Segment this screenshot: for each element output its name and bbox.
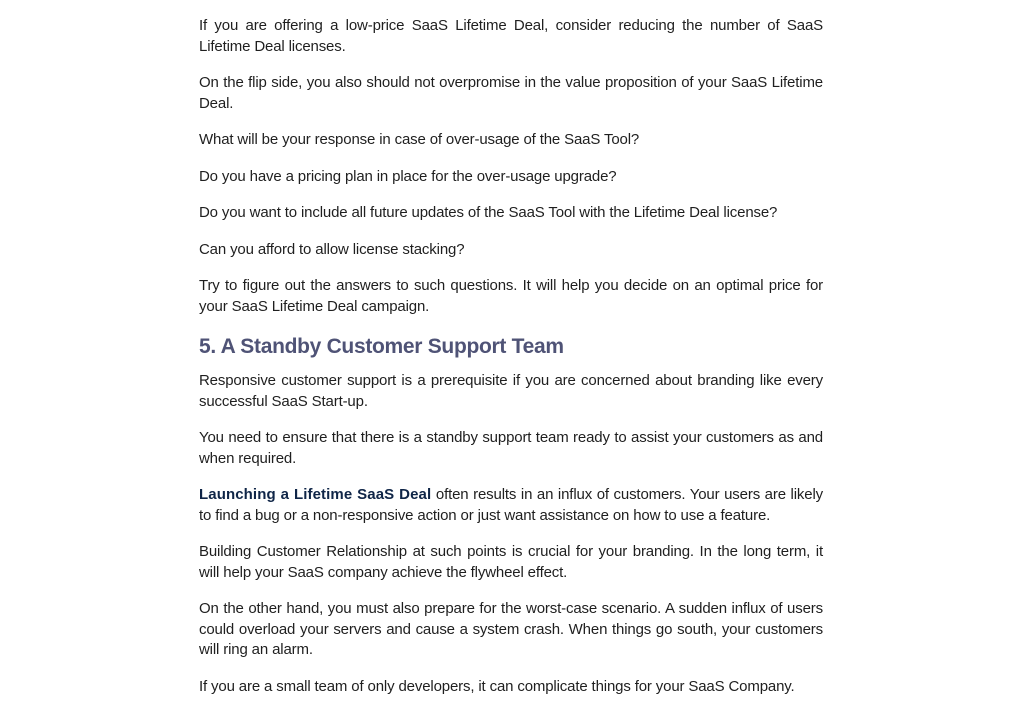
paragraph-question-over-usage: What will be your response in case of over-usage of the SaaS Tool? [199,131,640,148]
paragraph-customer-relationship: Building Customer Relationship at such points is crucial for your branding. In the long term, it will help your SaaS company achieve the flywheel effect. [199,543,823,581]
paragraph-launching-deal-text: often results in an influx of customers. Your users are likely to find a bug or a non-responsive action or just want assistance on how to use a feature. [199,486,823,524]
section-heading: 5. A Standby Customer Support Team [199,335,564,358]
article-body [199,0,823,697]
paragraph-figure-out-answers: Try to figure out the answers to such questions. It will help you decide on an optimal price for your SaaS Lifetime Deal campaign. [199,277,823,315]
paragraph-reduce-licenses: If you are offering a low-price SaaS Lifetime Deal, consider reducing the number of SaaS Lifetime Deal licenses. [199,17,823,55]
launching-lifetime-deal-link[interactable]: Launching a Lifetime SaaS Deal [199,486,432,503]
paragraph-standby-team: You need to ensure that there is a standby support team ready to assist your customers as and when required. [199,429,823,467]
paragraph-small-team: If you are a small team of only developers, it can complicate things for your SaaS Company. [199,677,795,695]
paragraph-responsive-support: Responsive customer support is a prerequisite if you are concerned about branding like every successful SaaS Start-up. [199,372,823,410]
paragraph-launching-deal [199,485,823,526]
paragraph-question-future-updates: Do you want to include all future updates of the SaaS Tool with the Lifetime Deal license? [199,204,778,221]
paragraph-overpromise: On the flip side, you also should not overpromise in the value proposition of your SaaS Lifetime Deal. [199,74,823,112]
paragraph-question-license-stacking: Can you afford to allow license stacking? [199,240,465,258]
paragraph-worst-case: On the other hand, you must also prepare for the worst-case scenario. A sudden influx of users could overload your servers and cause a system crash. When things go south, your customers will ring an alarm. [199,600,823,658]
paragraph-question-pricing-plan: Do you have a pricing plan in place for the over-usage upgrade? [199,167,617,185]
